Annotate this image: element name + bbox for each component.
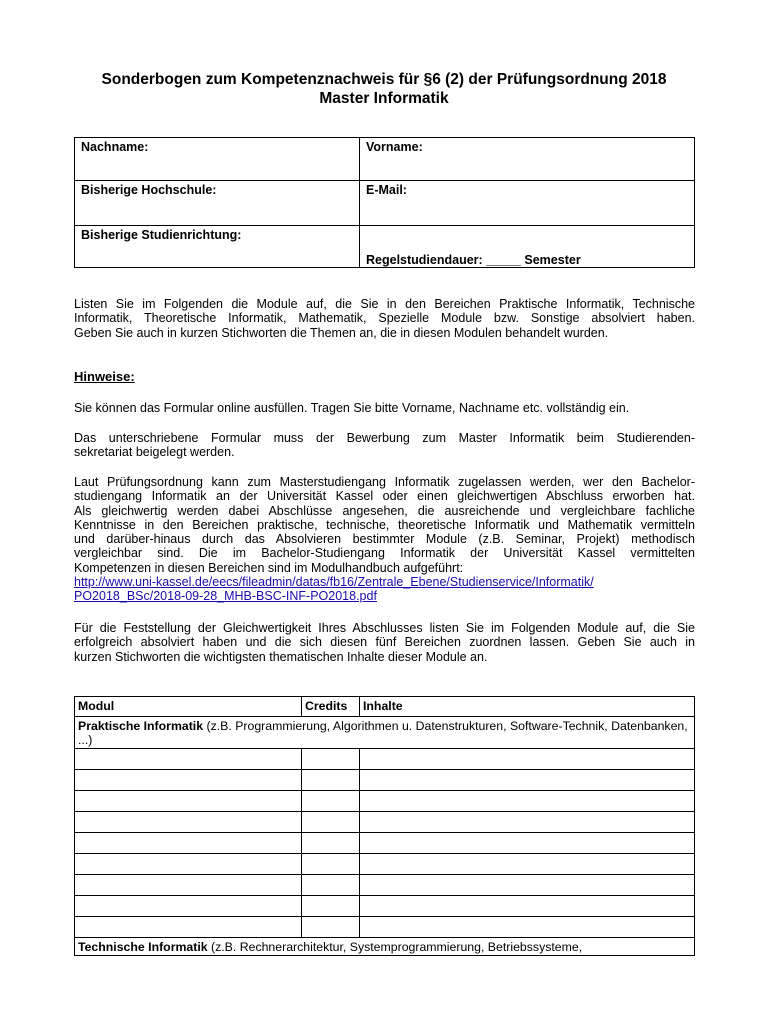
inhalte-cell[interactable] — [360, 812, 695, 833]
title-line-2: Master Informatik — [319, 90, 449, 107]
credits-cell[interactable] — [302, 812, 360, 833]
title-line-1: Sonderbogen zum Kompetenznachweis für §6 (2) der Prüfungsordnung 2018 — [101, 71, 667, 88]
modul-cell[interactable] — [75, 770, 302, 791]
hinweis-line: Kompetenzen in diesen Bereichen sind im Modulhandbuch aufgeführt: — [74, 560, 464, 575]
link-line — [74, 589, 695, 603]
modul-cell[interactable] — [75, 749, 302, 770]
studienrichtung-field[interactable] — [75, 226, 360, 268]
section-row-praktisch — [75, 717, 695, 749]
studienrichtung-label: Bisherige Studienrichtung: — [81, 228, 242, 242]
table-row — [75, 749, 695, 770]
hinweis-line: Das unterschriebene Formular muss der Bewerbung zum Master Informatik beim Studierenden- — [74, 431, 695, 445]
credits-cell[interactable] — [302, 749, 360, 770]
credits-cell[interactable] — [302, 896, 360, 917]
hinweis-line: Für die Feststellung der Gleichwertigkeit Ihres Abschlusses listen Sie im Folgenden Module auf, die Sie — [74, 621, 695, 635]
section-description: (z.B. Rechnerarchitektur, Systemprogrammierung, Betriebssysteme, — [207, 940, 583, 954]
inhalte-cell[interactable] — [360, 917, 695, 938]
modul-cell[interactable] — [75, 791, 302, 812]
modul-cell[interactable] — [75, 875, 302, 896]
inhalte-cell[interactable] — [360, 896, 695, 917]
hinweis-line: Kenntnisse in den Bereichen praktische, technische, theoretische Informatik und Mathematik vermitteln — [74, 517, 695, 532]
inhalte-cell[interactable] — [360, 854, 695, 875]
table-row — [75, 875, 695, 896]
module-table-header — [75, 697, 695, 717]
hinweis-line: und darüber-hinaus durch das Absolvieren bestimmter Module (z.B. Seminar, Projekt) methodisch — [74, 532, 695, 547]
table-row — [75, 770, 695, 791]
section-title: Technische Informatik — [78, 940, 208, 954]
section-cell — [75, 717, 695, 749]
hochschule-field[interactable] — [75, 181, 360, 226]
table-row — [75, 791, 695, 812]
modul-cell[interactable] — [75, 917, 302, 938]
hochschule-label: Bisherige Hochschule: — [81, 183, 217, 197]
nachname-label: Nachname: — [81, 140, 149, 154]
credits-cell[interactable] — [302, 833, 360, 854]
document-title — [40, 70, 728, 108]
vorname-field[interactable] — [360, 138, 695, 181]
hinweis-line: kurzen Stichworten die wichtigsten thematischen Inhalte dieser Module an. — [74, 649, 488, 664]
regelstudiendauer-label: Regelstudiendauer: _____ Semester — [366, 253, 581, 267]
modulhandbuch-link-part1[interactable]: http://www.uni-kassel.de/eecs/fileadmin/datas/fb16/Zentrale_Ebene/Studienservice/Informatik/ — [74, 575, 594, 590]
modul-cell[interactable] — [75, 854, 302, 875]
modulhandbuch-link-part2[interactable]: PO2018_BSc/2018-09-28_MHB-BSC-INF-PO2018.pdf — [74, 589, 377, 604]
section-row-technisch — [75, 938, 695, 956]
section-description: (z.B. Programmierung, Algorithmen u. Datenstrukturen, Software-Technik, Datenbanken, ...) — [78, 719, 688, 747]
credits-cell[interactable] — [302, 791, 360, 812]
credits-cell[interactable] — [302, 917, 360, 938]
table-row — [75, 896, 695, 917]
hinweis-paragraph-3 — [74, 475, 695, 604]
vorname-label: Vorname: — [366, 140, 423, 154]
modul-cell[interactable] — [75, 896, 302, 917]
hinweis-line: Laut Prüfungsordnung kann zum Masterstudiengang Informatik zugelassen werden, wer den Bachelor- — [74, 475, 695, 489]
intro-line: Geben Sie auch in kurzen Stichworten die Themen an, die in diesen Modulen behandelt wurden. — [74, 325, 609, 340]
table-row — [75, 917, 695, 938]
hinweis-paragraph-4 — [74, 621, 695, 664]
credits-cell[interactable] — [302, 875, 360, 896]
nachname-field[interactable] — [75, 138, 360, 181]
column-header-modul: Modul — [75, 697, 302, 717]
section-cell — [75, 938, 695, 956]
link-line — [74, 575, 695, 589]
credits-cell[interactable] — [302, 770, 360, 791]
hinweis-paragraph-1 — [74, 401, 695, 415]
section-title: Praktische Informatik — [78, 719, 204, 733]
modul-cell[interactable] — [75, 833, 302, 854]
hinweis-line: sekretariat beigelegt werden. — [74, 445, 235, 460]
inhalte-cell[interactable] — [360, 749, 695, 770]
email-label: E-Mail: — [366, 183, 407, 197]
inhalte-cell[interactable] — [360, 833, 695, 854]
table-row — [75, 833, 695, 854]
column-header-credits: Credits — [302, 697, 360, 717]
hinweis-line: studiengang Informatik an der Universität Kassel oder einen gleichwertigen Abschluss erworben hat. — [74, 489, 695, 504]
hinweis-paragraph-2 — [74, 431, 695, 460]
email-field[interactable] — [360, 181, 695, 226]
hinweise-heading: Hinweise: — [74, 369, 135, 384]
hinweis-line: vergleichbar sind. Die im Bachelor-Studiengang Informatik der Universität Kassel vermittelten — [74, 546, 695, 561]
intro-line: Listen Sie im Folgenden die Module auf, die Sie in den Bereichen Praktische Informatik, Technische — [74, 297, 695, 311]
credits-cell[interactable] — [302, 854, 360, 875]
inhalte-cell[interactable] — [360, 770, 695, 791]
column-header-inhalte: Inhalte — [360, 697, 695, 717]
personal-data-table — [74, 137, 695, 268]
modul-cell[interactable] — [75, 812, 302, 833]
table-row — [75, 854, 695, 875]
module-table — [74, 696, 695, 956]
hinweis-line: Sie können das Formular online ausfüllen. Tragen Sie bitte Vorname, Nachname etc. vollständig ein. — [74, 401, 630, 415]
table-row — [75, 812, 695, 833]
hinweis-line: erfolgreich absolviert haben und die sich diesen fünf Bereichen zuordnen lassen. Geben Sie auch in — [74, 635, 695, 650]
inhalte-cell[interactable] — [360, 875, 695, 896]
regelstudiendauer-field[interactable] — [360, 226, 695, 268]
intro-line: Informatik, Theoretische Informatik, Mathematik, Spezielle Module bzw. Sonstige absolviert haben. — [74, 311, 695, 326]
inhalte-cell[interactable] — [360, 791, 695, 812]
hinweis-line: Als gleichwertig werden dabei Abschlüsse angesehen, die ausreichende und vergleichbare fachliche — [74, 503, 695, 518]
intro-paragraph — [74, 297, 695, 340]
